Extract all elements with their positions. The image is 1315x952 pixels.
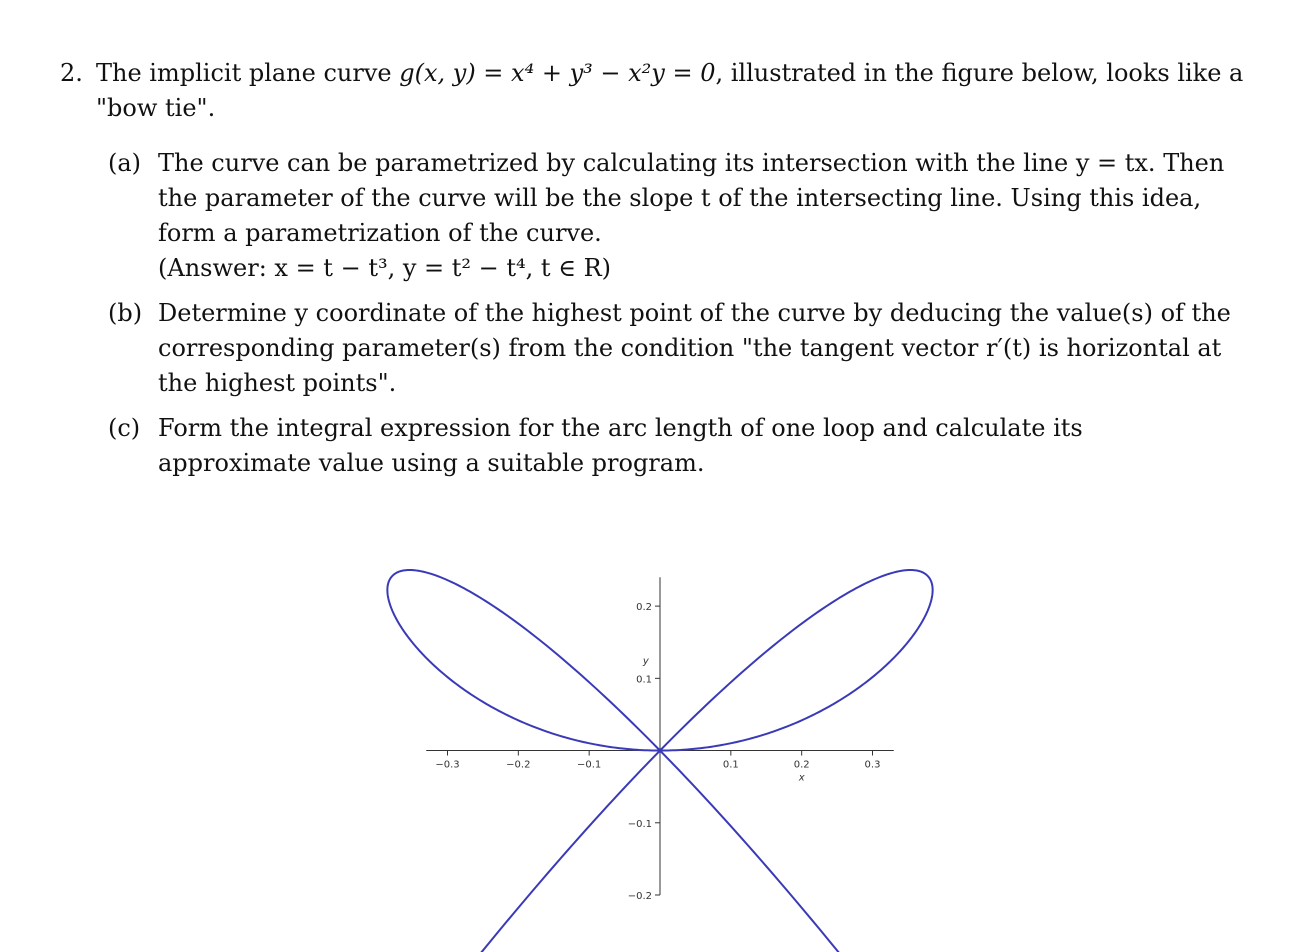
part-a-label: (a) xyxy=(108,149,142,177)
y-axis-label: y xyxy=(642,655,649,667)
y-tick-label: −0.1 xyxy=(627,818,652,830)
problem-2 xyxy=(60,56,1260,491)
parts-list xyxy=(108,146,1260,481)
part-c-label: (c) xyxy=(108,414,141,442)
statement-equation: g(x, y) = x⁴ + y³ − x²y = 0 xyxy=(399,59,716,87)
part-b xyxy=(108,296,1260,401)
y-tick-label: −0.2 xyxy=(627,891,652,902)
x-tick-label: −0.3 xyxy=(435,759,460,771)
part-b-text: Determine y coordinate of the highest point of the curve by deducing the value(s) of the corresponding parameter(s) from the condition "the tangent vector r′(t) is horizontal at the highest points". xyxy=(158,299,1231,397)
x-axis-label: x xyxy=(798,772,805,784)
x-tick-label: 0.1 xyxy=(722,759,739,771)
x-tick-label: 0.2 xyxy=(793,759,810,771)
bow-tie-plot xyxy=(405,570,915,902)
bow-tie-figure xyxy=(405,570,915,902)
problem-text xyxy=(96,56,1246,126)
part-b-label: (b) xyxy=(108,299,143,327)
part-c-text: Form the integral expression for the arc length of one loop and calculate its approximate value using a suitable program. xyxy=(158,414,1083,477)
statement-post: , illustrated in the figure below, looks like a "bow tie". xyxy=(96,59,1244,122)
problem-statement xyxy=(60,56,1260,126)
part-a xyxy=(108,146,1260,286)
y-tick-label: 0.1 xyxy=(636,674,652,686)
statement-pre: The implicit plane curve xyxy=(96,59,400,87)
problem-number: 2. xyxy=(60,59,83,87)
y-tick-label: 0.2 xyxy=(636,602,652,614)
x-tick-label: −0.2 xyxy=(506,759,531,771)
part-a-body xyxy=(158,146,1238,286)
part-c xyxy=(108,411,1260,481)
x-tick-label: −0.1 xyxy=(577,759,602,771)
part-a-text: The curve can be parametrized by calculating its intersection with the line y = tx. Then the parameter of the curve will be the slope t of the intersecting line. Using this idea, form a parametrization of the curve. xyxy=(158,149,1225,247)
part-a-answer: (Answer: x = t − t³, y = t² − t⁴, t ∈ R) xyxy=(158,254,612,282)
x-tick-label: 0.3 xyxy=(864,759,881,771)
